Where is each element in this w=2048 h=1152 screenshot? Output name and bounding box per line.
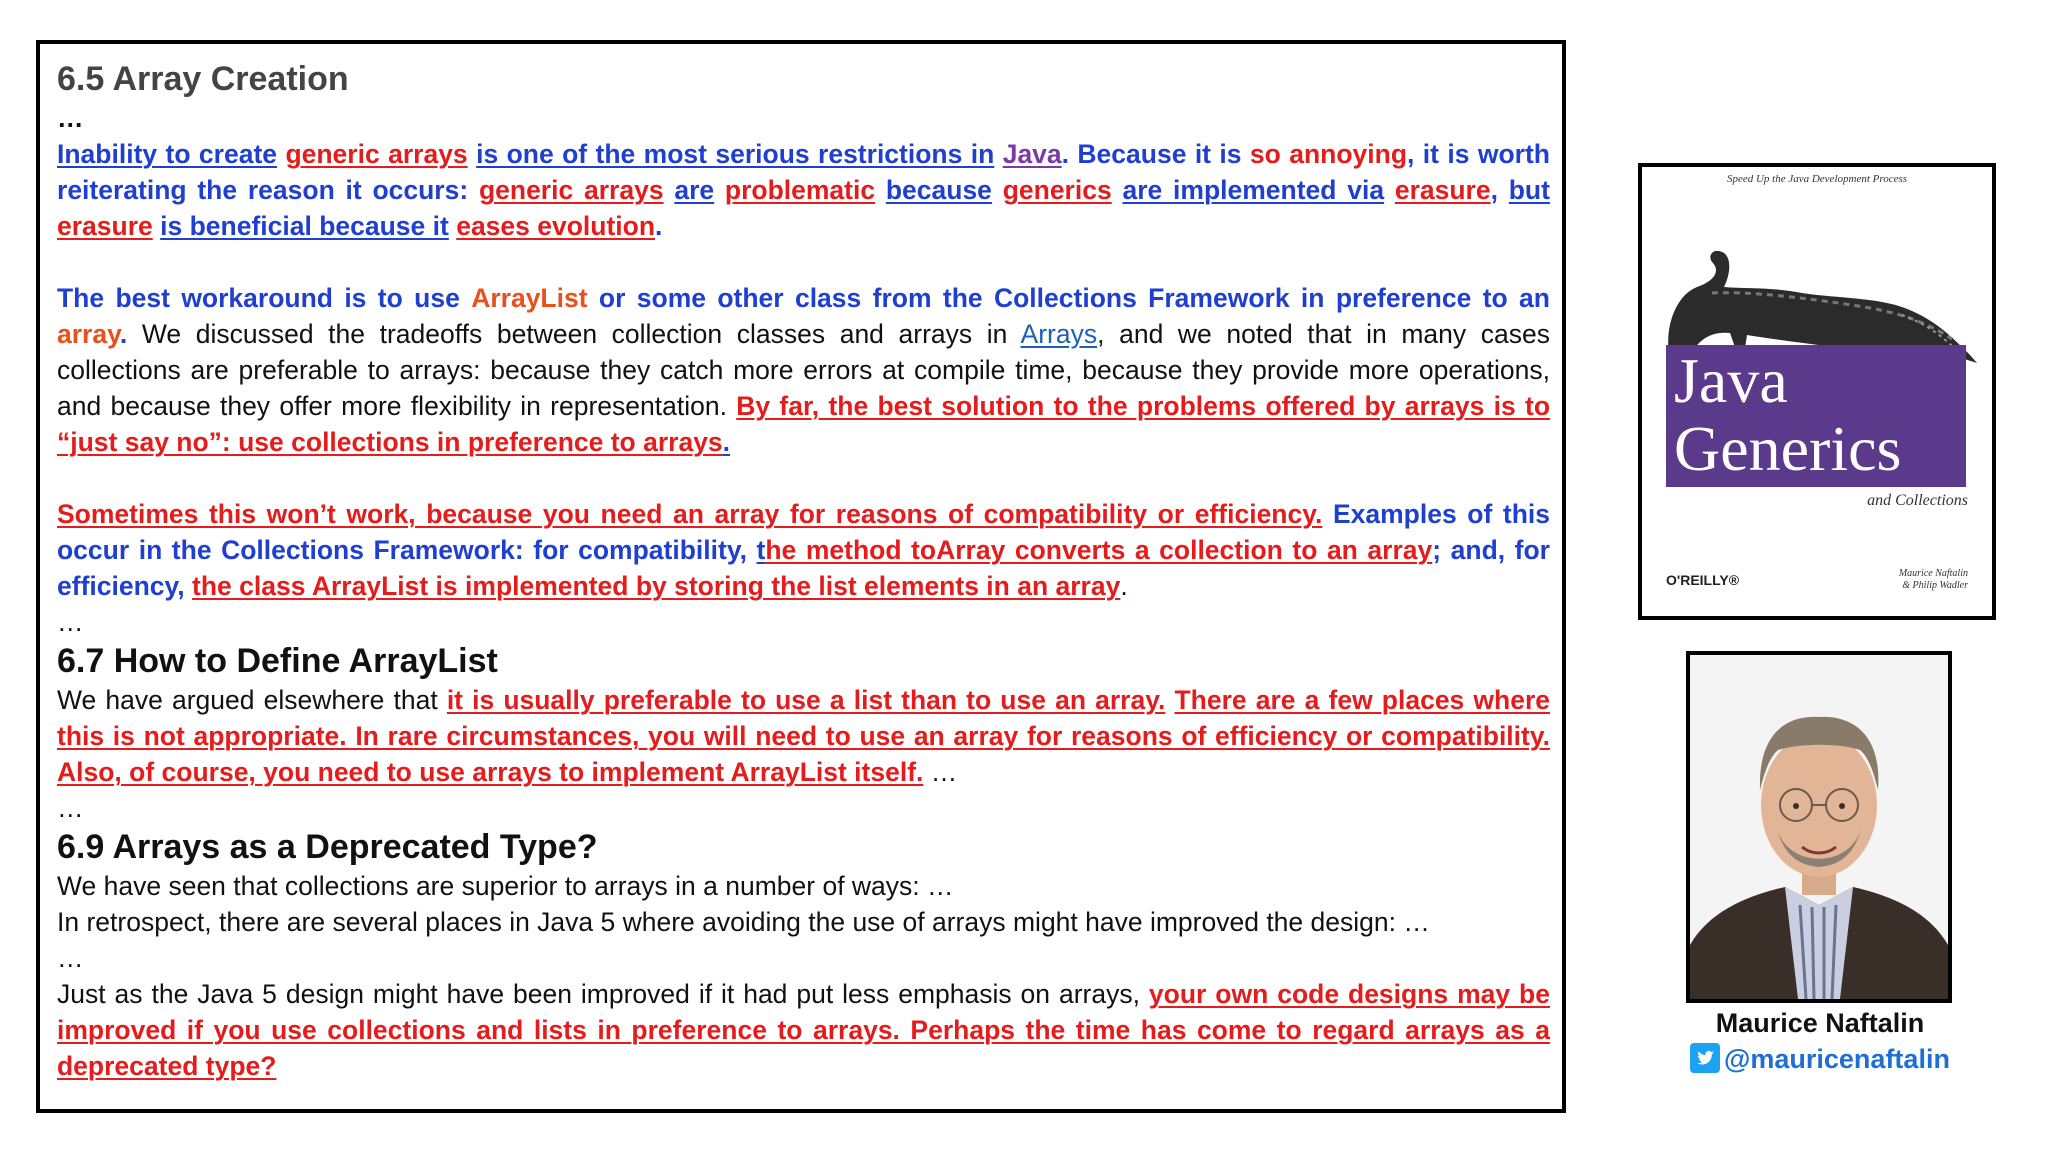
text-span: erasure <box>57 211 153 241</box>
book-title-line2: Generics <box>1674 413 1902 484</box>
text-span: the class ArrayList is implemented by storing the list elements in an array <box>192 571 1121 601</box>
author-name: Maurice Naftalin <box>1715 1008 1925 1038</box>
text-span: . Because it is <box>1061 139 1242 169</box>
author-photo <box>1686 651 1952 1003</box>
text-span: We have argued elsewhere that <box>57 685 438 715</box>
text-span: but <box>1508 175 1550 205</box>
line-superior: We have seen that collections are superior to arrays in a number of ways: … <box>57 871 954 901</box>
text-span: ; and, for efficiency, <box>57 535 1550 601</box>
text-span: . <box>655 211 663 241</box>
text-span: Sometimes this won’t work, because you need an array for reasons of compatibility or efficiency. <box>57 499 1323 529</box>
text-span: Java <box>1002 139 1062 169</box>
text-span: . <box>722 427 731 457</box>
ellipsis-line: … <box>57 943 84 973</box>
section-6-9-heading: 6.9 Arrays as a Deprecated Type? <box>57 828 598 866</box>
paragraph-generic-arrays <box>57 136 1550 244</box>
book-author: & Philip Wadler <box>1902 580 1968 591</box>
text-span: generic arrays <box>478 175 664 205</box>
text-span: eases evolution <box>456 211 656 241</box>
text-span: he method toArray converts a collection to an array <box>765 535 1433 565</box>
ellipsis-line: … <box>57 793 84 823</box>
publisher-logo: O'REILLY® <box>1666 572 1740 588</box>
spacer <box>57 460 1550 496</box>
section-6-5-heading: 6.5 Array Creation <box>57 60 349 98</box>
book-subtitle: and Collections <box>1867 492 1968 509</box>
text-span: The best workaround is to use <box>57 283 460 313</box>
text-span: . <box>119 319 128 349</box>
author-portrait-illustration <box>1690 655 1948 999</box>
ellipsis-line: … <box>57 607 84 637</box>
text-span: ArrayList <box>471 283 588 313</box>
text-span: is one of the most serious restrictions in <box>476 139 995 169</box>
paragraph-define-arraylist <box>57 682 1550 790</box>
text-span: There are a few places where this is not appropriate. In rare circumstances, you will need to use an array for reasons of efficiency or compatibility. Also, of course, you need to use arrays to implement ArrayList itself. <box>57 685 1550 787</box>
ellipsis-line: … <box>57 103 84 133</box>
twitter-handle[interactable]: @mauricenaftalin <box>1724 1044 1950 1074</box>
text-span: Examples of this occur in the Collections Framework: for compatibility, <box>57 499 1550 565</box>
book-tagline: Speed Up the Java Development Process <box>1726 173 1908 185</box>
text-span: is beneficial because it <box>160 211 449 241</box>
text-span: By far, the best solution to the problems offered by arrays is to “just say no”: use collections in preference to arrays <box>57 391 1551 457</box>
text-span: are <box>674 175 715 205</box>
text-span: are implemented via <box>1122 175 1385 205</box>
twitter-handle-row[interactable] <box>1600 1043 2040 1075</box>
book-title-line1: Java <box>1674 345 1788 416</box>
text-span: erasure <box>1394 175 1491 205</box>
section-6-7-heading: 6.7 How to Define ArrayList <box>57 642 498 680</box>
arrays-link[interactable]: Arrays <box>1020 319 1098 349</box>
text-span: generic arrays <box>285 139 468 169</box>
text-span: We discussed the tradeoffs between collection classes and arrays in <box>141 319 1008 349</box>
text-span: your own code designs may be improved if you use collections and lists in preference to arrays. Perhaps the time has come to regard arrays as a deprecated type? <box>57 979 1550 1081</box>
text-span: generics <box>1002 175 1112 205</box>
twitter-bird-icon <box>1690 1043 1720 1073</box>
text-span: , it is worth reiterating the reason it occurs: <box>57 139 1550 205</box>
text-span: because <box>885 175 992 205</box>
text-span: problematic <box>724 175 876 205</box>
text-span: . <box>1120 571 1128 601</box>
book-author: Maurice Naftalin <box>1898 568 1968 579</box>
text-span: , and we noted that in many cases collections are preferable to arrays: because they catch more errors at compile time, because they provide more operations, and because they offer more flexibility in representation. <box>57 319 1550 421</box>
text-span: or some other class from the Collections Framework in preference to an <box>598 283 1550 313</box>
text-span: array <box>57 319 120 349</box>
text-span: so annoying <box>1249 139 1408 169</box>
quote-text-box <box>36 40 1566 1113</box>
paragraph-best-workaround <box>57 280 1550 460</box>
text-span: Just as the Java 5 design might have been improved if it had put less emphasis on arrays, <box>57 979 1140 1009</box>
book-authors <box>1899 568 1968 592</box>
text-span: … <box>930 757 958 787</box>
text-span: it is usually preferable to use a list than to use an array. <box>446 685 1166 715</box>
paragraph-sometimes <box>57 496 1550 604</box>
text-span: , <box>1490 175 1498 205</box>
text-span: Inability to create <box>57 139 278 169</box>
line-retrospect: In retrospect, there are several places in Java 5 where avoiding the use of arrays might have improved the design: … <box>57 907 1430 937</box>
book-cover <box>1638 163 1996 620</box>
text-span: t <box>756 535 766 565</box>
spacer <box>57 244 1550 280</box>
paragraph-deprecated <box>57 976 1550 1084</box>
